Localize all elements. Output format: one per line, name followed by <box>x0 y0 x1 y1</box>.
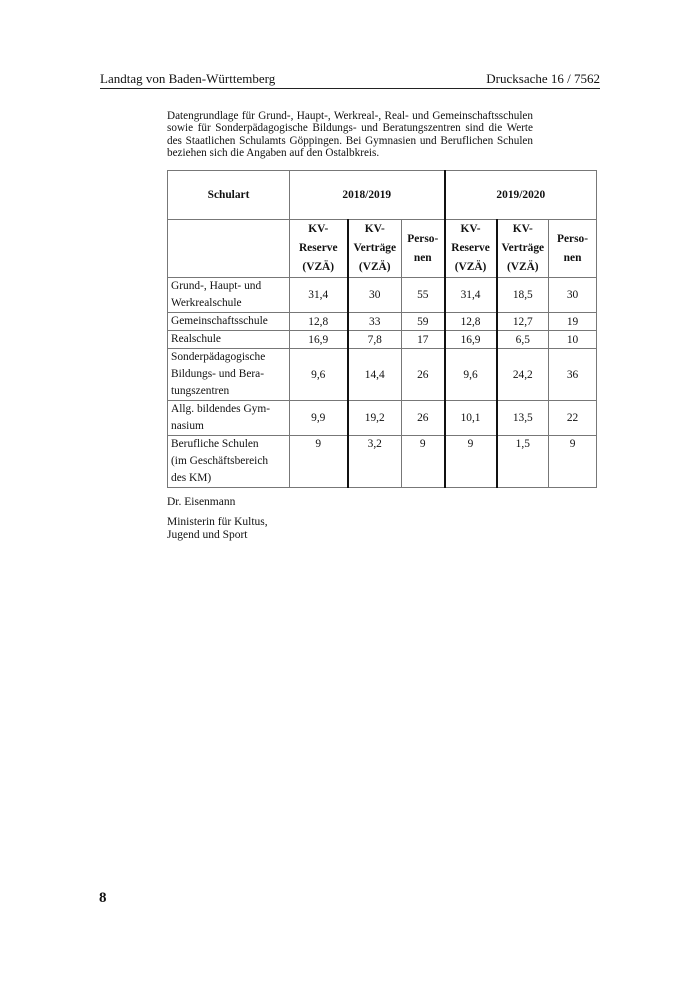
cell-value: 9,9 <box>290 401 348 436</box>
header-divider <box>100 88 600 89</box>
intro-line: Datengrundlage für Grund-, Haupt-, Werkreal-, Real- und Gemeinschaftsschulen <box>167 110 533 122</box>
table-row <box>168 349 597 401</box>
header-kv-reserve: KV- Reserve (VZÄ) <box>290 220 348 278</box>
cell-value: 12,8 <box>290 313 348 331</box>
cell-value: 9 <box>445 436 497 488</box>
table-row <box>168 278 597 313</box>
header-personen: Perso- nen <box>402 220 445 278</box>
cell-value: 9 <box>290 436 348 488</box>
cell-value: 18,5 <box>497 278 549 313</box>
cell-value: 13,5 <box>497 401 549 436</box>
intro-paragraph <box>167 110 533 160</box>
cell-value: 12,8 <box>445 313 497 331</box>
cell-value: 9,6 <box>290 349 348 401</box>
header-year-2018-2019: 2018/2019 <box>290 171 445 220</box>
cell-value: 59 <box>402 313 445 331</box>
cell-value: 30 <box>549 278 597 313</box>
cell-value: 14,4 <box>348 349 402 401</box>
cell-value: 22 <box>549 401 597 436</box>
header-year-2019-2020: 2019/2020 <box>445 171 597 220</box>
page-number: 8 <box>99 890 107 906</box>
cell-value: 10,1 <box>445 401 497 436</box>
cell-value: 30 <box>348 278 402 313</box>
table-row <box>168 313 597 331</box>
data-table <box>167 170 597 488</box>
header-kv-reserve: KV- Reserve (VZÄ) <box>445 220 497 278</box>
signatory-name: Dr. Eisenmann <box>167 496 236 508</box>
header-kv-vertraege: KV- Verträge (VZÄ) <box>497 220 549 278</box>
row-label: Gemeinschaftsschule <box>168 313 290 331</box>
cell-value: 6,5 <box>497 331 549 349</box>
table-row <box>168 401 597 436</box>
header-parliament: Landtag von Baden-Württemberg <box>100 71 276 86</box>
table-row <box>168 331 597 349</box>
cell-value: 12,7 <box>497 313 549 331</box>
row-label: Sonderpädagogische Bildungs- und Bera- tungszentren <box>168 349 290 401</box>
intro-line: sowie für Sonderpädagogische Bildungs- und Beratungszentren sind die Werte <box>167 122 533 135</box>
row-label: Grund-, Haupt- und Werkrealschule <box>168 278 290 313</box>
cell-value: 9 <box>402 436 445 488</box>
table-row <box>168 436 597 488</box>
cell-value: 26 <box>402 349 445 401</box>
cell-value: 9 <box>549 436 597 488</box>
row-label: Realschule <box>168 331 290 349</box>
cell-value: 55 <box>402 278 445 313</box>
intro-line: beziehen sich die Angaben auf den Ostalbkreis. <box>167 147 380 160</box>
cell-value: 16,9 <box>290 331 348 349</box>
cell-value: 33 <box>348 313 402 331</box>
cell-value: 31,4 <box>445 278 497 313</box>
intro-line: des Staatlichen Schulamts Göppingen. Bei Gymnasien und Beruflichen Schulen <box>167 134 533 147</box>
cell-value: 10 <box>549 331 597 349</box>
header-personen: Perso- nen <box>549 220 597 278</box>
signatory-role: Ministerin für Kultus, Jugend und Sport <box>167 516 268 541</box>
cell-value: 9,6 <box>445 349 497 401</box>
header-schulart: Schulart <box>168 171 290 220</box>
cell-value: 31,4 <box>290 278 348 313</box>
cell-value: 3,2 <box>348 436 402 488</box>
header-blank <box>168 220 290 278</box>
cell-value: 26 <box>402 401 445 436</box>
cell-value: 1,5 <box>497 436 549 488</box>
cell-value: 16,9 <box>445 331 497 349</box>
cell-value: 17 <box>402 331 445 349</box>
header-kv-vertraege: KV- Verträge (VZÄ) <box>348 220 402 278</box>
signature-block <box>167 496 268 542</box>
cell-value: 24,2 <box>497 349 549 401</box>
cell-value: 19 <box>549 313 597 331</box>
row-label: Allg. bildendes Gym- nasium <box>168 401 290 436</box>
cell-value: 36 <box>549 349 597 401</box>
row-label: Berufliche Schulen (im Geschäftsbereich des KM) <box>168 436 290 488</box>
cell-value: 19,2 <box>348 401 402 436</box>
cell-value: 7,8 <box>348 331 402 349</box>
header-document-number: Drucksache 16 / 7562 <box>486 71 600 86</box>
